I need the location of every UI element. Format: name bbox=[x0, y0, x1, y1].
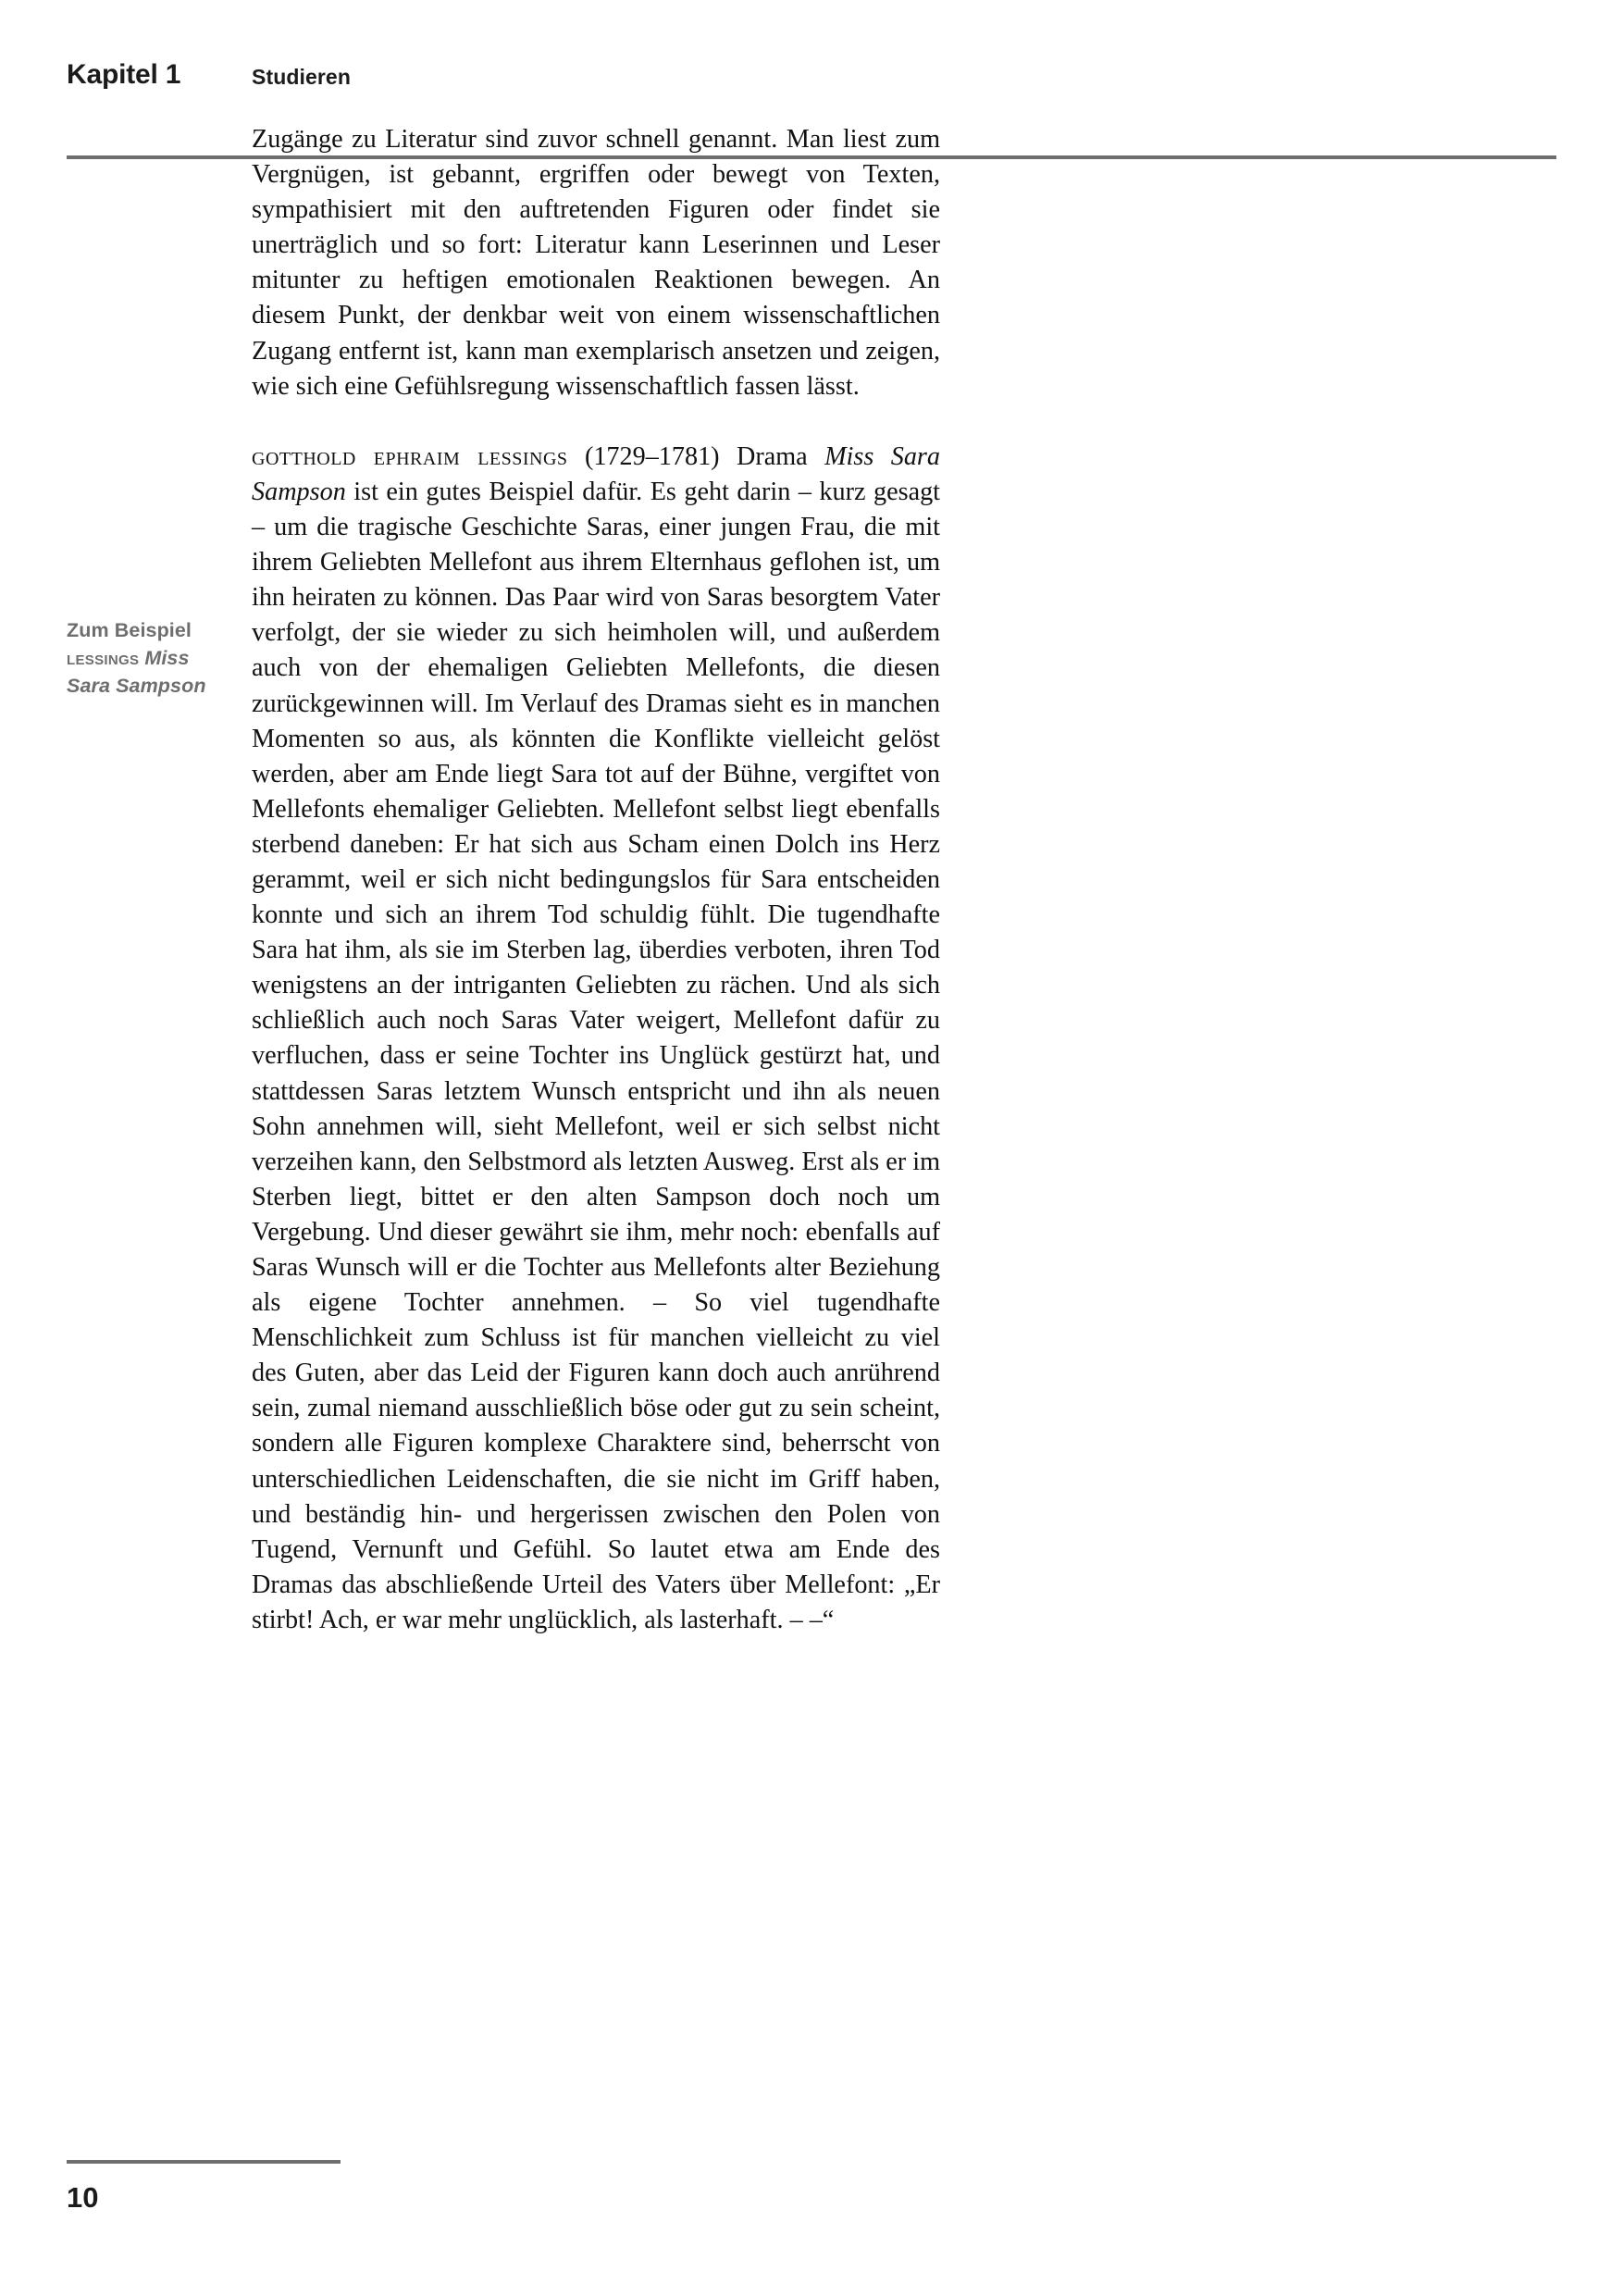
life-dates-and-genre: (1729–1781) Drama bbox=[567, 441, 825, 471]
margin-note-title-italic-part1: Miss bbox=[144, 647, 190, 669]
chapter-number-label: Kapitel 1 bbox=[67, 59, 181, 90]
chapter-title-label: Studieren bbox=[252, 65, 351, 89]
margin-note-title-italic-part2: Sara Sampson bbox=[67, 675, 206, 697]
margin-note bbox=[67, 616, 242, 700]
author-name-smallcaps: gotthold ephraim lessings bbox=[252, 441, 568, 471]
body-paragraph-2 bbox=[252, 440, 940, 1638]
body-text-column bbox=[252, 122, 940, 1638]
body-paragraph-2-rest: ist ein gutes Beispiel dafür. Es geht darin – kurz gesagt – um die tragische Geschichte Saras, einer jungen Frau, die mit ihrem Geliebten Mellefont aus ihrem Elternhaus geflohen ist, um ihn heiraten zu können. Das Paar wird von Saras besorgtem Vater verfolgt, der sie wieder zu sich heimholen will, und außerdem auch von der ehemaligen Geliebten Mellefonts, die diesen zurückgewinnen will. Im Verlauf des Dramas sieht es in manchen Momenten so aus, als könnten die Konflikte vielleicht gelöst werden, aber am Ende liegt Sara tot auf der Bühne, vergiftet von Mellefonts ehemaliger Geliebten. Mellefont selbst liegt ebenfalls sterbend daneben: Er hat sich aus Scham einen Dolch ins Herz gerammt, weil er sich nicht bedingungslos für Sara entscheiden konnte und sich an ihrem Tod schuldig fühlt. Die tugendhafte Sara hat ihm, als sie im Sterben lag, überdies verboten, ihren Tod wenigstens an der intriganten Geliebten zu rächen. Und als sich schließlich auch noch Saras Vater weigert, Mellefont dafür zu verfluchen, dass er seine Tochter ins Unglück gestürzt hat, und stattdessen Saras letztem Wunsch entspricht und ihn als neuen Sohn annehmen will, sieht Mellefont, weil er sich selbst nicht verzeihen kann, den Selbstmord als letzten Ausweg. Erst als er im Sterben liegt, bittet er den alten Sampson doch noch um Vergebung. Und dieser gewährt sie ihm, mehr noch: ebenfalls auf Saras Wunsch will er die Tochter aus Mellefonts alter Beziehung als eigene Tochter annehmen. – So viel tugendhafte Menschlichkeit zum Schluss ist für manchen vielleicht zu viel des Guten, aber das Leid der Figuren kann doch auch anrührend sein, zumal niemand ausschließlich böse oder gut zu sein scheint, sondern alle Figuren komplexe Charaktere sind, beherrscht von unterschiedlichen Leidenschaften, die sie nicht im Griff haben, und beständig hin- und hergerissen zwischen den Polen von Tugend, Vernunft und Gefühl. So lautet etwa am Ende des Dramas das abschließende Urteil des Vaters über Mellefont: „Er stirbt! Ach, er war mehr unglücklich, als lasterhaft. – –“ bbox=[252, 477, 940, 1634]
work-title-italic: Miss Sara Sampson bbox=[252, 441, 940, 506]
margin-note-line-2 bbox=[67, 644, 242, 672]
page-number: 10 bbox=[67, 2181, 99, 2214]
margin-note-author-smallcaps: lessings bbox=[67, 647, 140, 669]
margin-note-line-1: Zum Beispiel bbox=[67, 619, 192, 641]
body-paragraph-1: Zugänge zu Literatur sind zuvor schnell genannt. Man liest zum Vergnügen, ist gebannt, ergriffen oder bewegt von Texten, sympathisiert mit den auftretenden Figuren oder findet sie unerträglich und so fort: Literatur kann Leserinnen und Leser mitunter zu heftigen emotionalen Reaktionen bewegen. An diesem Punkt, der denkbar weit von einem wissenschaftlichen Zugang entfernt ist, kann man exemplarisch ansetzen und zeigen, wie sich eine Gefühlsregung wissenschaftlich fassen lässt. bbox=[252, 125, 940, 401]
running-head bbox=[67, 48, 1556, 89]
footer-divider-rule bbox=[67, 2160, 341, 2164]
